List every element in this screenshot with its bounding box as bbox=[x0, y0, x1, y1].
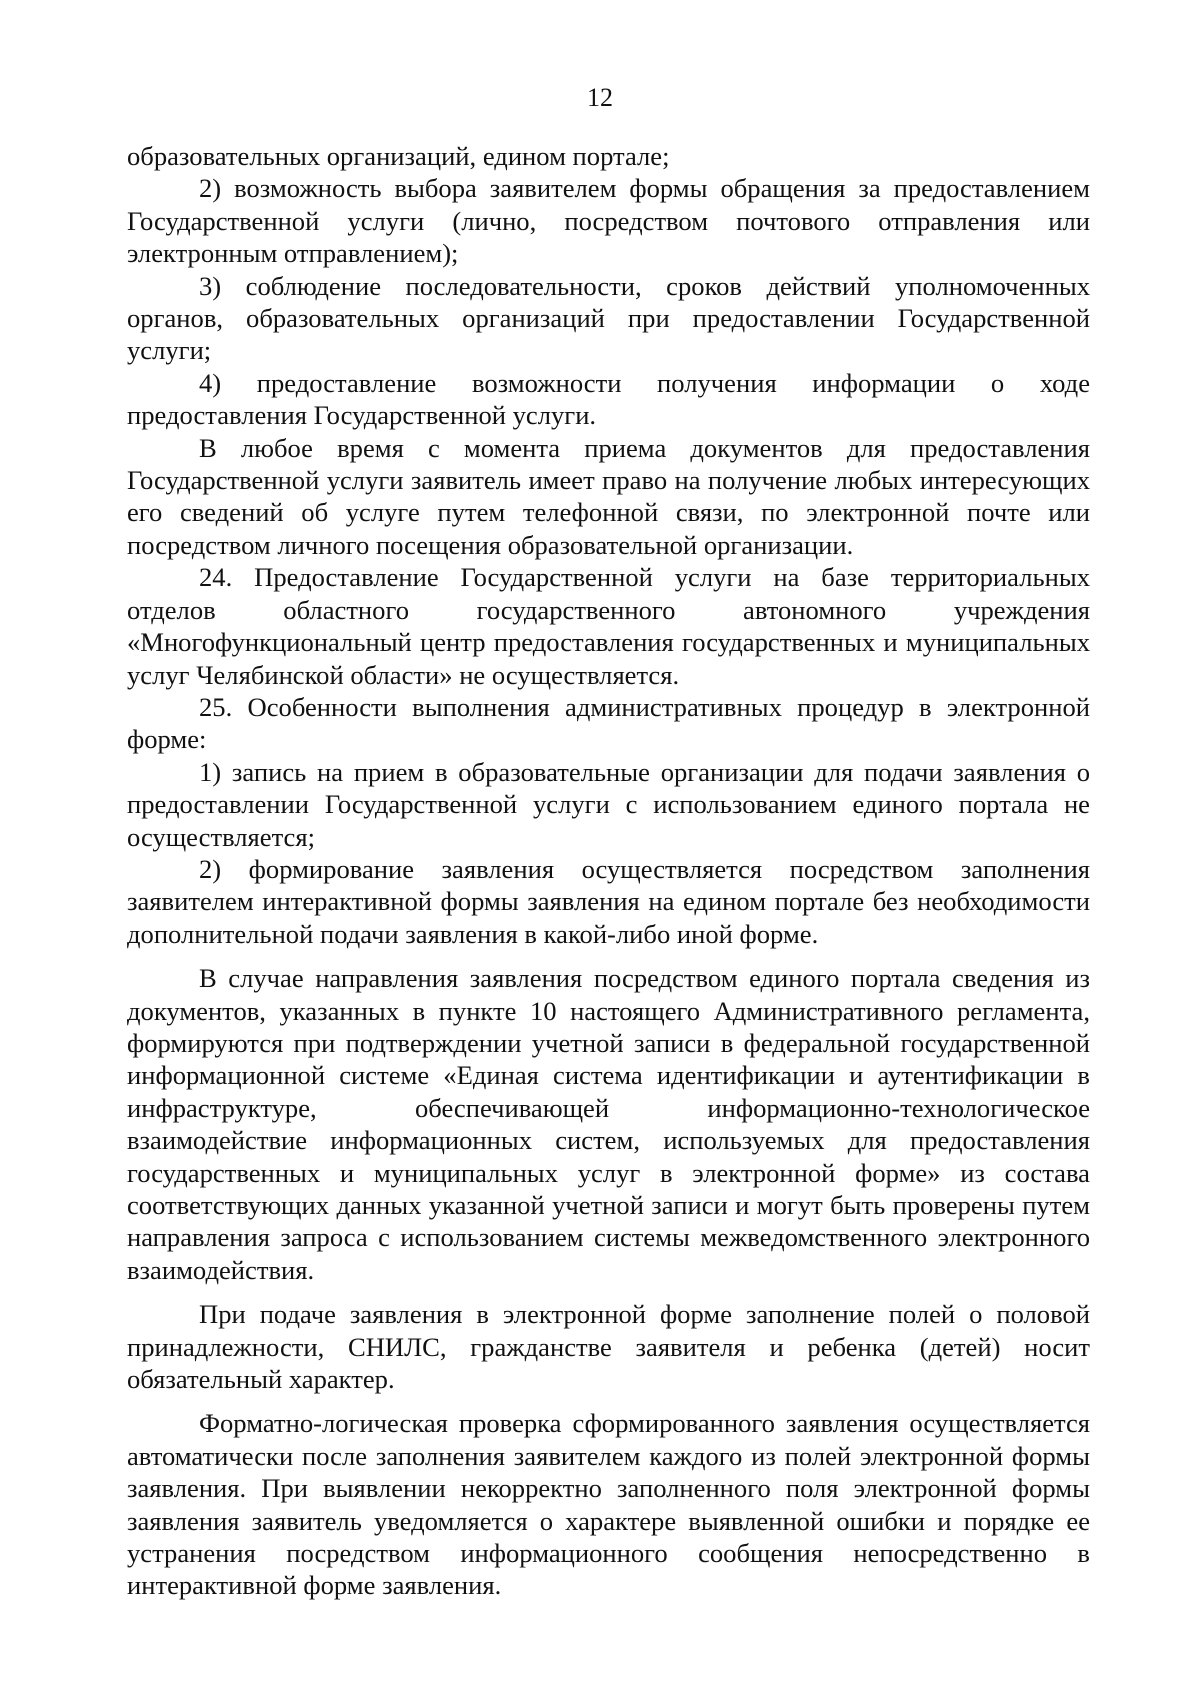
clause-25-item-1: 1) запись на прием в образовательные организации для подачи заявления о предоставлении Государственной услуги с использованием единого портала не осуществляется; bbox=[127, 756, 1090, 852]
clause-25-item-2: 2) формирование заявления осуществляется посредством заполнения заявителем интерактивной формы заявления на едином портале без необходимости дополнительной подачи заявления в какой-либо иной форме. bbox=[127, 853, 1090, 949]
paragraph-format-check: Форматно-логическая проверка сформированного заявления осуществляется автоматически после заполнения заявителем каждого из полей электронной формы заявления. При выявлении некорректно заполненного поля электронной формы заявления заявитель уведомляется о характере выявленной ошибки и порядке ее устранения посредством информационного сообщения непосредственно в интерактивной форме заявления. bbox=[127, 1408, 1090, 1601]
list-item-4: 4) предоставление возможности получения информации о ходе предоставления Государственной услуги. bbox=[127, 367, 1090, 431]
paragraph-portal-data: В случае направления заявления посредством единого портала сведения из документов, указанных в пункте 10 настоящего Административного регламента, формируются при подтверждении учетной записи в федеральной государственной информационной системе «Единая система идентификации и аутентификации в инфраструктуре, обеспечивающей информационно-технологическое взаимодействие информационных систем, используемых для предоставления государственных и муниципальных услуг в электронной форме» из состава соответствующих данных указанной учетной записи и могут быть проверены путем направления запроса с использованием системы межведомственного электронного взаимодействия. bbox=[127, 963, 1090, 1285]
paragraph-mandatory-fields: При подаче заявления в электронной форме заполнение полей о половой принадлежности, СНИЛС, гражданстве заявителя и ребенка (детей) носит обязательный характер. bbox=[127, 1299, 1090, 1395]
clause-25: 25. Особенности выполнения административных процедур в электронной форме: bbox=[127, 691, 1090, 755]
page-number: 12 bbox=[587, 83, 613, 112]
document-body bbox=[127, 140, 1090, 1602]
list-item-2: 2) возможность выбора заявителем формы обращения за предоставлением Государственной услуги (лично, посредством почтового отправления или электронным отправлением); bbox=[127, 173, 1090, 269]
paragraph-any-time: В любое время с момента приема документов для предоставления Государственной услуги заявитель имеет право на получение любых интересующих его сведений об услуге путем телефонной связи, по электронной почте или посредством личного посещения образовательной организации. bbox=[127, 432, 1090, 560]
list-item-3: 3) соблюдение последовательности, сроков действий уполномоченных органов, образовательных организаций при предоставлении Государственной услуги; bbox=[127, 270, 1090, 366]
paragraph-continuation: образовательных организаций, едином портале; bbox=[127, 141, 670, 171]
clause-24: 24. Предоставление Государственной услуги на базе территориальных отделов областного государственного автономного учреждения «Многофункциональный центр предоставления государственных и муниципальных услуг Челябинской области» не осуществляется. bbox=[127, 562, 1090, 690]
